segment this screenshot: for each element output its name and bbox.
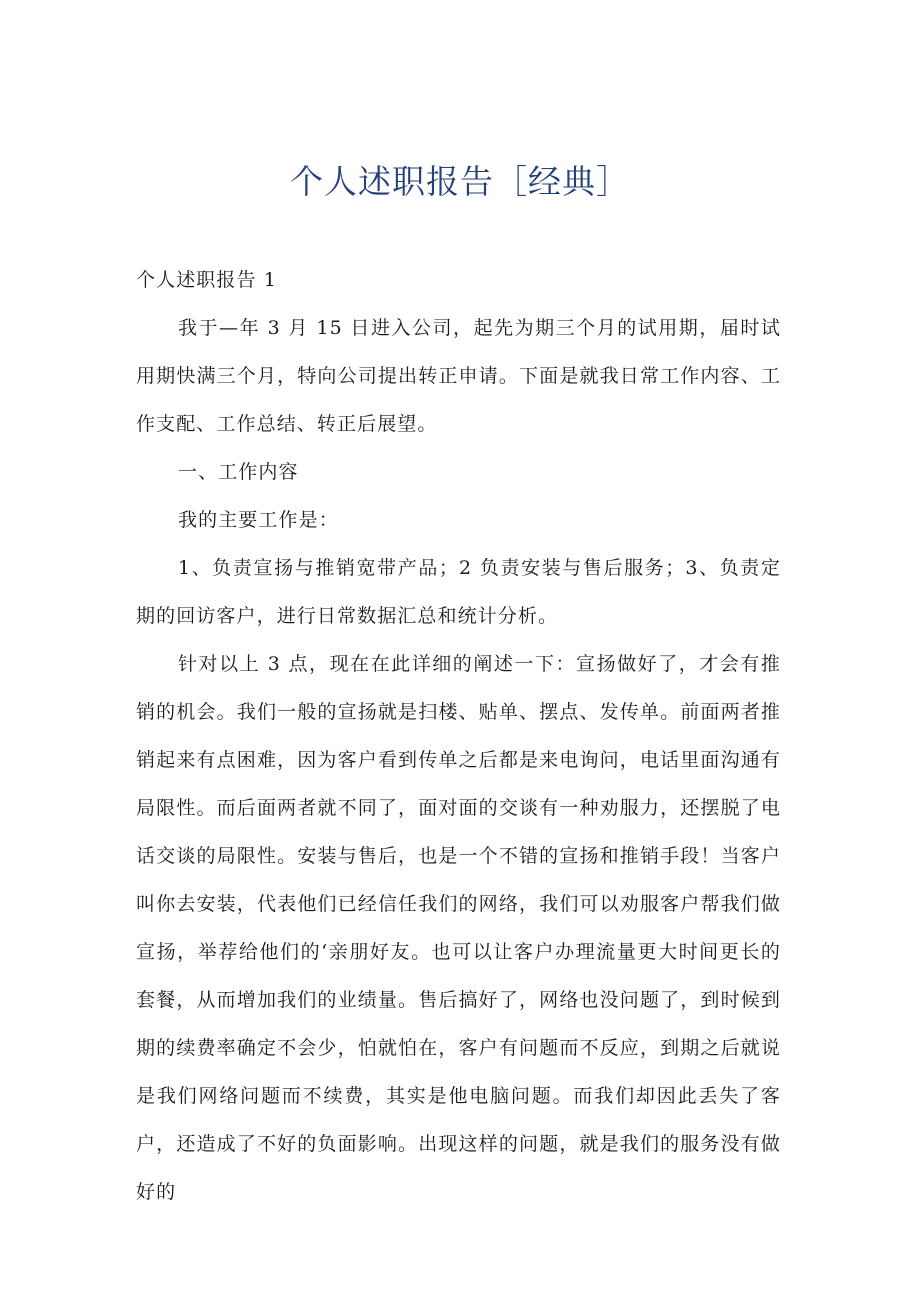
paragraph-duty-list: 1、负责宣扬与推销宽带产品；2 负责安装与售后服务；3、负责定期的回访客户，进行日常数据汇总和统计分析。 [136, 557, 781, 627]
paragraph-intro: 我于—年 3 月 15 日进入公司，起先为期三个月的试用期，届时试用期快满三个月，特向公司提出转正申请。下面是就我日常工作内容、工作支配、工作总结、转正后展望。 [136, 317, 781, 435]
document-body [136, 256, 781, 1216]
document-title: 个人述职报告［经典］ [290, 162, 630, 201]
paragraph-details: 针对以上 3 点，现在在此详细的阐述一下：宣扬做好了，才会有推销的机会。我们一般的宣扬就是扫楼、贴单、摆点、发传单。前面两者推销起来有点困难，因为客户看到传单之后都是来电询问，电话里面沟通有局限性。而后面两者就不同了，面对面的交谈有一种劝服力，还摆脱了电话交谈的局限性。安装与售后，也是一个不错的宣扬和推销手段！当客户叫你去安装，代表他们已经信任我们的网络，我们可以劝服客户帮我们做宣扬，举荐给他们的‘亲朋好友。也可以让客户办理流量更大时间更长的套餐，从而增加我们的业绩量。售后搞好了，网络也没问题了，到时候到期的续费率确定不会少，怕就怕在，客户有问题而不反应，到期之后就说是我们网络问题而不续费，其实是他电脑问题。而我们却因此丢失了客户，还造成了不好的负面影响。出现这样的问题，就是我们的服务没有做好的 [136, 653, 781, 1203]
section-heading-work-content: 一、工作内容 [178, 461, 299, 483]
paragraph-main-work-lead: 我的主要工作是： [178, 509, 339, 531]
report-subtitle: 个人述职报告 1 [136, 269, 277, 291]
